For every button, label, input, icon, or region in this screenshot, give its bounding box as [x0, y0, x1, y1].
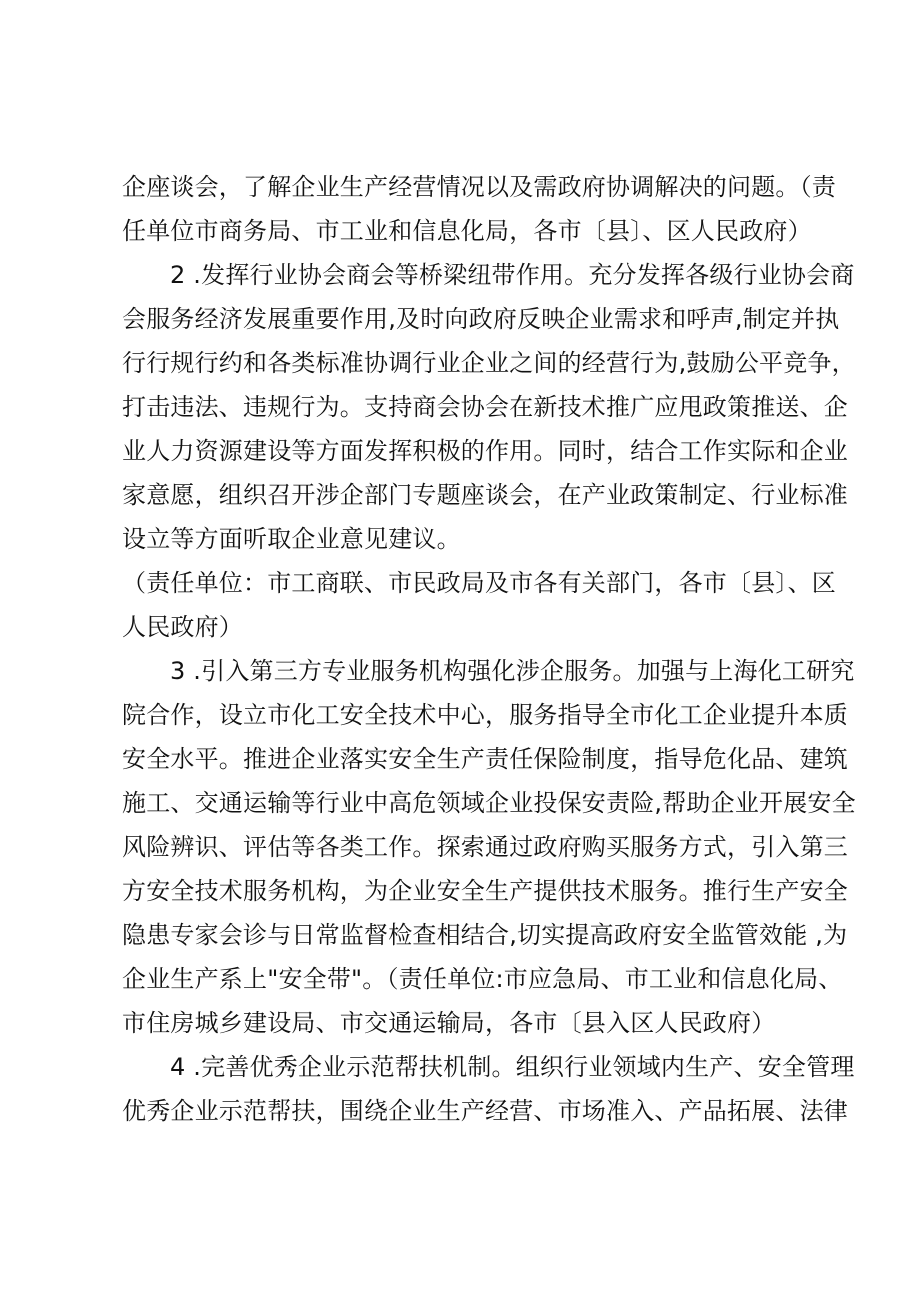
text-line: 优秀企业示范帮扶，围绕企业生产经营、市场准入、产品拓展、法律 — [122, 1097, 848, 1125]
text-line: 打击违法、违规行为。支持商会协会在新技术推广应甩政策推送、企 — [122, 393, 848, 421]
text-line: 市住房城乡建设局、市交通运输局，各市〔县入区人民政府） — [122, 1009, 776, 1037]
text-line: 企座谈会，了解企业生产经营情况以及需政府协调解决的问题。（责 — [122, 173, 836, 201]
text-line: 隐患专家会诊与日常监督检查相结合,切实提高政府安全监管效能 ,为 — [122, 921, 848, 949]
text-line: 会服务经济发展重要作用,及时向政府反映企业需求和呼声,制定并执 — [122, 305, 840, 333]
text-line-item-4: 4 .完善优秀企业示范帮扶机制。组织行业领域内生产、安全管理 — [170, 1053, 855, 1081]
text-line: 院合作，设立市化工安全技术中心，服务指导全市化工企业提升本质 — [122, 701, 848, 729]
text-line: 设立等方面听取企业意见建议。 — [122, 525, 461, 553]
text-line-item-2: 2 .发挥行业协会商会等桥梁纽带作用。充分发挥各级行业协会商 — [170, 261, 855, 289]
text-line: 业人力资源建设等方面发挥积极的作用。同时，结合工作实际和企业 — [122, 437, 848, 465]
text-line: 企业生产系上"安全带"。（责任单位:市应急局、市工业和信息化局、 — [122, 965, 843, 993]
text-line: 施工、交通运输等行业中高危领域企业投保安责险,帮助企业开展安全 — [122, 789, 856, 817]
text-line: （责任单位：市工商联、市民政局及市各有关部门，各市〔县〕、区 — [122, 569, 836, 597]
text-line: 任单位市商务局、市工业和信息化局，各市〔县〕、区人民政府） — [122, 217, 812, 245]
text-line: 安全水平。推进企业落实安全生产责任保险制度，指导危化品、建筑 — [122, 745, 848, 773]
text-line: 风险辨识、评估等各类工作。探索通过政府购买服务方式，引入第三 — [122, 833, 848, 861]
text-line: 家意愿，组织召开涉企部门专题座谈会，在产业政策制定、行业标准 — [122, 481, 848, 509]
text-line-item-3: 3 .引入第三方专业服务机构强化涉企服务。加强与上海化工研究 — [170, 657, 855, 685]
text-line: 行行规行约和各类标准协调行业企业之间的经营行为,鼓励公平竞争， — [122, 349, 856, 377]
text-line: 人民政府） — [122, 613, 243, 641]
text-line: 方安全技术服务机构，为企业安全生产提供技术服务。推行生产安全 — [122, 877, 848, 905]
